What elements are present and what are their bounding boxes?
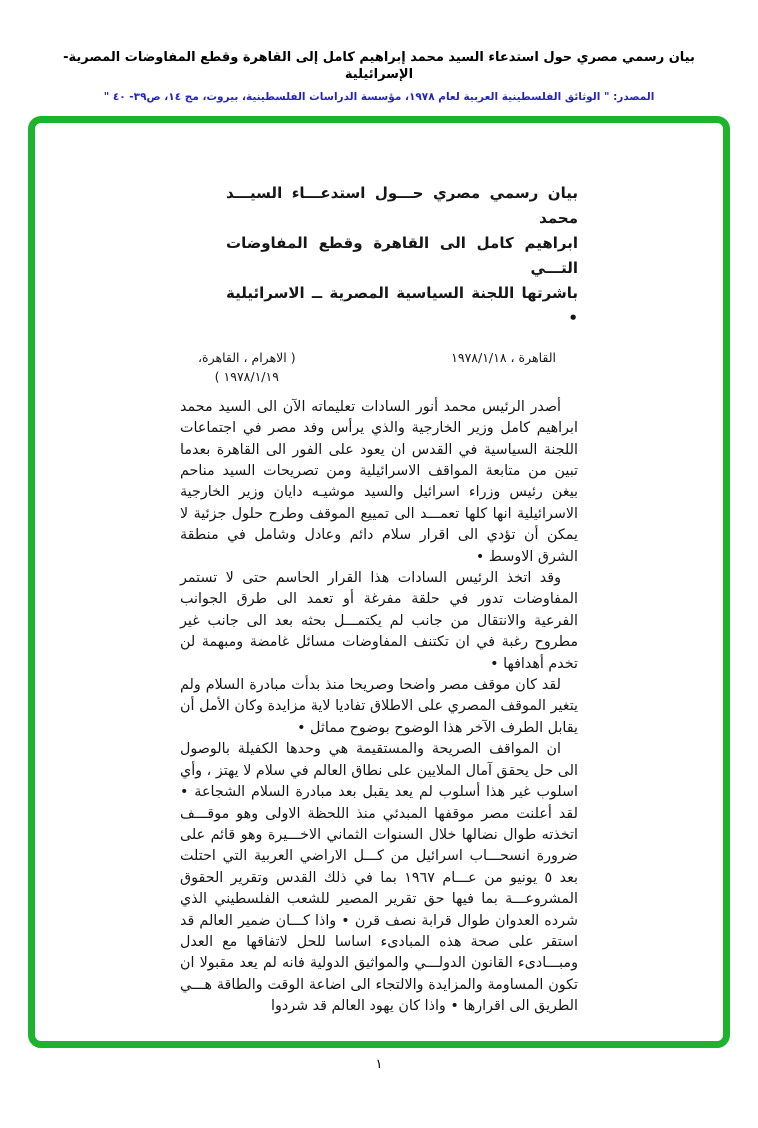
place-date: القاهرة ، ١٩٧٨/١/١٨ — [451, 349, 556, 365]
dateline — [180, 348, 578, 386]
press-reference — [198, 348, 296, 386]
source-citation: المصدر: " الوثائق الفلسطينية العربية لعام ١٩٧٨، مؤسسة الدراسات الفلسطينية، بيروت، مج ١٤، ص٣٩- ٤٠ " — [103, 90, 655, 103]
page-number: ١ — [375, 1056, 383, 1072]
statement-body — [180, 397, 578, 1018]
document-frame — [28, 116, 730, 1048]
statement-paragraph: أصدر الرئيس محمد أنور السادات تعليماته الآن الى السيد محمد ابراهيم كامل وزير الخارجية والذي يرأس وفد مصر في اجتماعات اللجنة السياسية في القدس ان يعود على الفور الى القاهرة بعدما تبين من متابعة المواقف الاسرائيلية ومن تصريحات السيد مناحم بيغن رئيس وزراء اسرائيل والسيد موشيـه دايان وزير الخارجية الاسرائيلية انها كلها تعمـــد الى تمييع الموقف وطرح حلول جزئية لا يمكن أن تؤدي الى اقرار سلام دائم وعادل وشامل في منطقة الشرق الاوسط • — [180, 398, 578, 565]
statement-paragraph: لقد كان موقف مصر واضحا وصريحا منذ بدأت مبادرة السلام ولم يتغير الموقف المصري على الاطلاق تفاديا لاية مزايدة وكان الأمل أن يقابل الطرف الآخر هذا الوضوح بوضوح مماثل • — [180, 677, 578, 736]
statement-title-line: باشرتها اللجنة السياسية المصرية ــ الاسرائيلية • — [226, 283, 578, 327]
press-reference-line: ( الاهرام ، القاهرة، — [198, 349, 296, 365]
document-content — [180, 181, 578, 1018]
header-title: بيان رسمي مصري حول استدعاء السيد محمد إبراهيم كامل إلى القاهرة وقطع المفاوضات المصرية- الإسرائيلية — [63, 50, 695, 82]
statement-paragraph: ان المواقف الصريحة والمستقيمة هي وحدها الكفيلة بالوصول الى حل يحقق آمال الملايين على نطاق العالم في سلام لا يهتز ، وأي اسلوب غير هذا أسلوب لم يعد يقبل بعد مبادرة السلام الشجاعة • لقد أعلنت مصر موقفها المبدئي منذ اللحظة الاولى وهو موقـــف اتخذته طوال نضالها خلال السنوات الثماني الاخـــيرة وهو قائم على ضرورة انسحـــاب اسرائيل من كـــل الاراضي العربية التي احتلت بعد ٥ يونيو من عـــام ١٩٦٧ بما في ذلك القدس وتقرير الحقوق المشروعـــة بما فيها حق تقرير المصير للشعب الفلسطيني الذي شرده العدوان طوال قرابة نصف قرن • واذا كـــان ضمير العالم قد استقر على صحة هذه المبادىء اساسا للحل لاتفاقها مع العدل ومبـــادىء القانون الدولـــي والمواثيق الدولية فانه لم يعد مقبولا ان تكون المساومة والمزايدة والالتجاء الى اضاعة الوقت والطاقة هـــي الطريق الى اقرارها • واذا كان يهود العالم قد شردوا — [180, 741, 578, 1015]
statement-title-line: ابراهيم كامل الى القاهرة وقطع المفاوضات التـــي — [226, 233, 578, 277]
statement-title-line: بيان رسمي مصري حـــول استدعـــاء السيـــد محمد — [226, 183, 578, 227]
statement-paragraph: وقد اتخذ الرئيس السادات هذا القرار الحاسم حتى لا تستمر المفاوضات تدور في حلقة مفرغة أو تعمد الى طرق الجوانب الفرعية والانتقال من جانب لم يكتمـــل بحثه بعد الى جانب غير مطروح رغبة في ان تكتنف المفاوضات مسائل غامضة ومبهمة لن تخدم أهدافها • — [180, 570, 578, 672]
document-page — [0, 50, 758, 1128]
press-reference-line: ١٩٧٨/١/١٩ ) — [214, 368, 279, 384]
statement-title — [226, 181, 578, 331]
